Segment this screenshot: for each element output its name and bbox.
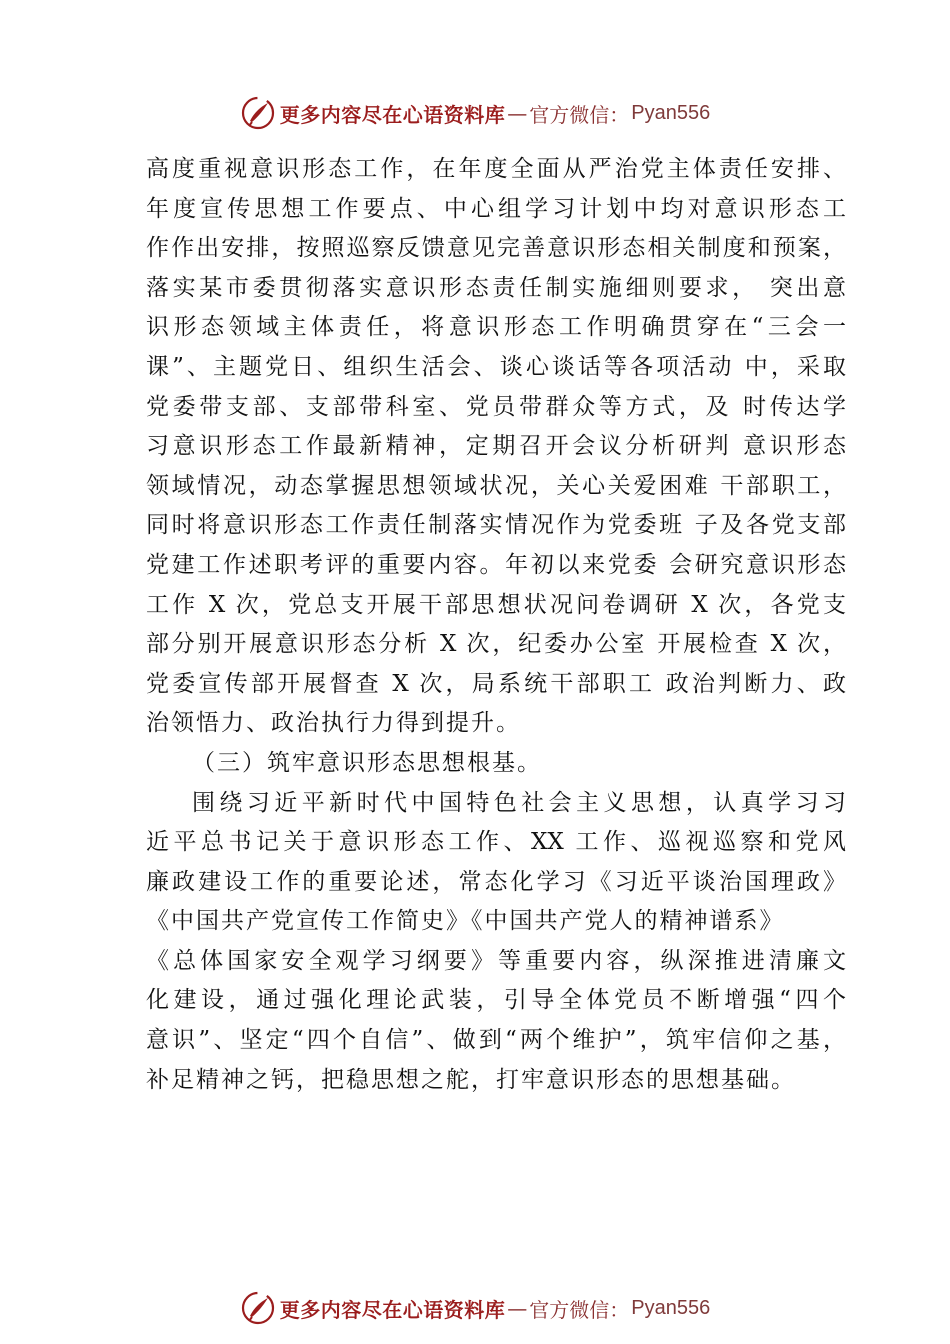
- text-line: 党建工作述职考评的重要内容。年初以来党委 会研究意识形态: [146, 551, 846, 578]
- header-wechat-id: Pyan556: [631, 101, 711, 124]
- footer-banner: [0, 1288, 950, 1328]
- text-line: 近平总书记关于意识形态工作、XX 工作、巡视巡察和党风: [146, 829, 846, 856]
- text-line: 党委宣传部开展督查 X 次，局系统干部职工 政治判断力、政: [146, 670, 846, 697]
- document-body: [146, 150, 846, 1100]
- text-line: 《总体国家安全观学习纲要》等重要内容，纵深推进清廉文: [146, 947, 846, 974]
- text-line: 识形态领域主体责任，将意识形态工作明确贯穿在“三会一: [146, 314, 846, 341]
- text-line: 意识”、坚定“四个自信”、做到“两个维护”，筑牢信仰之基，: [146, 1027, 846, 1054]
- footer-separator: —: [507, 1296, 528, 1320]
- footer-wechat-label: 官方微信：: [529, 1297, 630, 1322]
- footer-wechat-id: Pyan556: [631, 1296, 711, 1319]
- header-brand-text: 更多内容尽在心语资料库: [279, 102, 506, 127]
- text-line: 高度重视意识形态工作，在年度全面从严治党主体责任安排、: [146, 156, 846, 182]
- text-line: 落实某市委贯彻落实意识形态责任制实施细则要求， 突出意: [146, 274, 846, 301]
- text-line: 党委带支部、支部带科室、党员带群众等方式，及 时传达学: [146, 393, 846, 420]
- text-line: 化建设，通过强化理论武装，引导全体党员不断增强“四个: [146, 987, 846, 1014]
- text-line: 《中国共产党宣传工作简史》《中国共产党人的精神谱系》: [146, 908, 785, 935]
- header-banner: [0, 93, 950, 133]
- text-line: 部分别开展意识形态分析 X 次，纪委办公室 开展检查 X 次，: [146, 631, 846, 658]
- header-separator: —: [507, 101, 528, 125]
- text-line: 治领悟力、政治执行力得到提升。: [146, 710, 521, 737]
- text-line: 作作出安排，按照巡察反馈意见完善意识形态相关制度和预案，: [146, 235, 846, 262]
- text-line: 廉政建设工作的重要论述，常态化学习《习近平谈治国理政》: [146, 868, 846, 895]
- text-line: 课”、主题党日、组织生活会、谈心谈话等各项活动 中，采取: [146, 353, 846, 380]
- quill-seal-logo-icon: [240, 1290, 276, 1326]
- text-line: 补足精神之钙，把稳思想之舵，打牢意识形态的思想基础。: [146, 1066, 796, 1093]
- text-line: 工作 X 次，党总支开展干部思想状况问卷调研 X 次，各党支: [146, 591, 846, 618]
- section-heading: （三）筑牢意识形态思想根基。: [192, 749, 542, 776]
- quill-seal-logo-icon: [240, 95, 276, 131]
- text-line: 同时将意识形态工作责任制落实情况作为党委班 子及各党支部: [146, 512, 846, 539]
- text-line: 年度宣传思想工作要点、中心组学习计划中均对意识形态工: [146, 195, 846, 222]
- footer-brand-text: 更多内容尽在心语资料库: [279, 1297, 506, 1322]
- text-line: 习意识形态工作最新精神，定期召开会议分析研判 意识形态: [146, 433, 846, 460]
- paragraph-1: [146, 150, 846, 744]
- paragraph-2: [146, 784, 846, 1101]
- text-line: 围绕习近平新时代中国特色社会主义思想，认真学习习: [192, 789, 846, 816]
- header-wechat-label: 官方微信：: [529, 102, 630, 127]
- text-line: 领域情况，动态掌握思想领域状况，关心关爱困难 干部职工，: [146, 472, 846, 499]
